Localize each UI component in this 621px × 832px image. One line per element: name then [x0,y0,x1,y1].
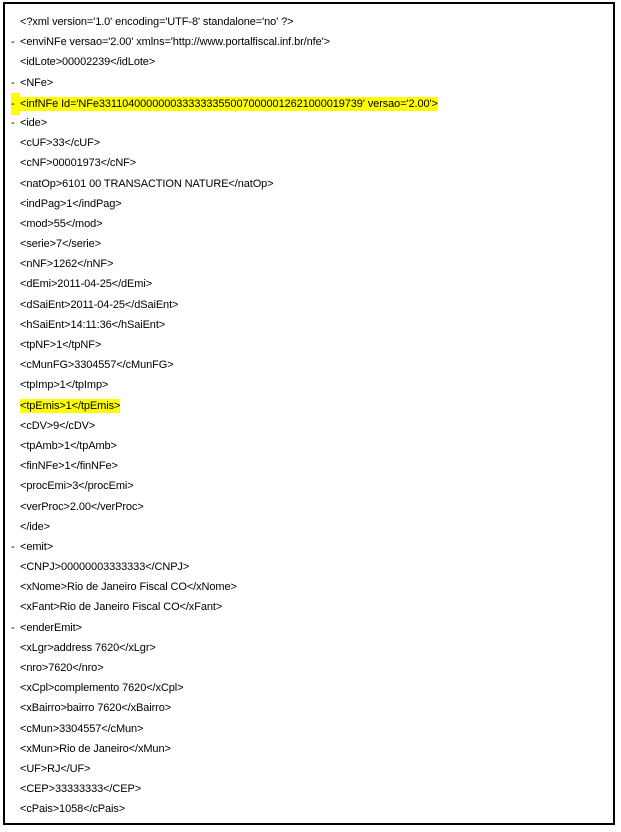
xml-line [5,274,613,294]
xml-line-text: <cDV>9</cDV> [20,419,96,432]
xml-line-text: <tpImp>1</tpImp> [20,379,109,392]
xml-line [5,133,613,153]
xml-line [5,436,613,456]
xml-line-text: <tpAmb>1</tpAmb> [20,439,117,452]
collapse-toggle-icon[interactable]: - [11,36,15,49]
collapse-toggle-icon[interactable]: - [11,76,15,89]
xml-line [5,113,613,133]
xml-line-text: <dSaiEnt>2011-04-25</dSaiEnt> [20,298,179,311]
xml-line [5,194,613,214]
xml-line [5,638,613,658]
xml-line [5,396,613,416]
xml-line-text: <infNFe Id='NFe33110400000003333333550070000012621000019739' versao='2.00'> [20,97,438,110]
xml-line-text: <UF>RJ</UF> [20,762,91,775]
xml-line [5,537,613,557]
xml-line-text: <mod>55</mod> [20,217,103,230]
xml-line-text: <indPag>1</indPag> [20,197,122,210]
xml-line [5,254,613,274]
xml-line-text: <xCpl>complemento 7620</xCpl> [20,682,184,695]
collapse-toggle-icon[interactable]: - [11,621,15,634]
xml-line-text: <xBairro>bairro 7620</xBairro> [20,702,172,715]
xml-line [5,416,613,436]
xml-line-text: <dEmi>2011-04-25</dEmi> [20,278,153,291]
xml-line [5,678,613,698]
xml-line [5,658,613,678]
xml-line-text: <cMunFG>3304557</cMunFG> [20,359,174,372]
xml-line [5,234,613,254]
xml-line-text: <xLgr>address 7620</xLgr> [20,641,156,654]
xml-line-text: </ide> [20,520,50,533]
collapse-toggle-icon[interactable]: - [11,93,20,115]
xml-line-text: <CEP>33333333</CEP> [20,783,142,796]
xml-line [5,295,613,315]
xml-line-text: <CNPJ>00000003333333</CNPJ> [20,561,190,574]
xml-line [5,375,613,395]
xml-line [5,214,613,234]
xml-line-text: <hSaiEnt>14:11:36</hSaiEnt> [20,318,166,331]
xml-line [5,12,613,32]
xml-line [5,32,613,52]
xml-line-text: <finNFe>1</finNFe> [20,460,118,473]
xml-line [5,497,613,517]
xml-line-text: <cUF>33</cUF> [20,137,101,150]
xml-line [5,517,613,537]
xml-line [5,597,613,617]
xml-line [5,335,613,355]
xml-line [5,174,613,194]
xml-line [5,759,613,779]
xml-line-text: <nNF>1262</nNF> [20,258,114,271]
xml-viewer-page [3,2,615,825]
xml-line [5,355,613,375]
xml-line [5,618,613,638]
xml-line-text: <NFe> [20,76,54,89]
xml-line-text: <xNome>Rio de Janeiro Fiscal CO</xNome> [20,581,237,594]
xml-line-text: <tpNF>1</tpNF> [20,339,102,351]
xml-line [5,52,613,72]
xml-line [5,739,613,759]
xml-line-text: <natOp>6101 00 TRANSACTION NATURE</natOp> [20,177,274,190]
xml-line [5,698,613,718]
xml-line-text: <procEmi>3</procEmi> [20,480,134,493]
xml-line [5,153,613,173]
xml-line-text: <xMun>Rio de Janeiro</xMun> [20,742,171,755]
xml-line [5,577,613,597]
xml-line [5,315,613,335]
xml-line-text: <?xml version='1.0' encoding='UTF-8' standalone='no' ?> [20,16,294,28]
xml-line-text: <serie>7</serie> [20,238,101,251]
xml-line-text: <xFant>Rio de Janeiro Fiscal CO</xFant> [20,601,223,614]
xml-line-text: <nro>7620</nro> [20,662,104,674]
xml-line [5,719,613,739]
xml-line [5,476,613,496]
xml-line-text: <enderEmit> [20,621,82,634]
xml-line [5,779,613,799]
collapse-toggle-icon[interactable]: - [11,116,15,129]
xml-line [5,557,613,577]
xml-line-text: <cMun>3304557</cMun> [20,722,144,735]
xml-line [5,456,613,476]
xml-line-text: <cNF>00001973</cNF> [20,157,137,170]
xml-line [5,73,613,93]
xml-line-text: <verProc>2.00</verProc> [20,500,144,513]
collapse-toggle-icon[interactable]: - [11,540,15,553]
xml-line-text: <cPais>1058</cPais> [20,803,126,816]
xml-line-text: <ide> [20,116,48,129]
xml-line-text: <idLote>00002239</idLote> [20,56,156,69]
xml-line-text: <enviNFe versao='2.00' xmlns='http://www.portalfiscal.inf.br/nfe'> [20,36,330,49]
xml-line [5,93,613,113]
xml-line [5,799,613,819]
xml-line-text: <tpEmis>1</tpEmis> [20,399,121,412]
xml-line-text: <emit> [20,540,54,553]
xml-line-list [5,4,613,820]
